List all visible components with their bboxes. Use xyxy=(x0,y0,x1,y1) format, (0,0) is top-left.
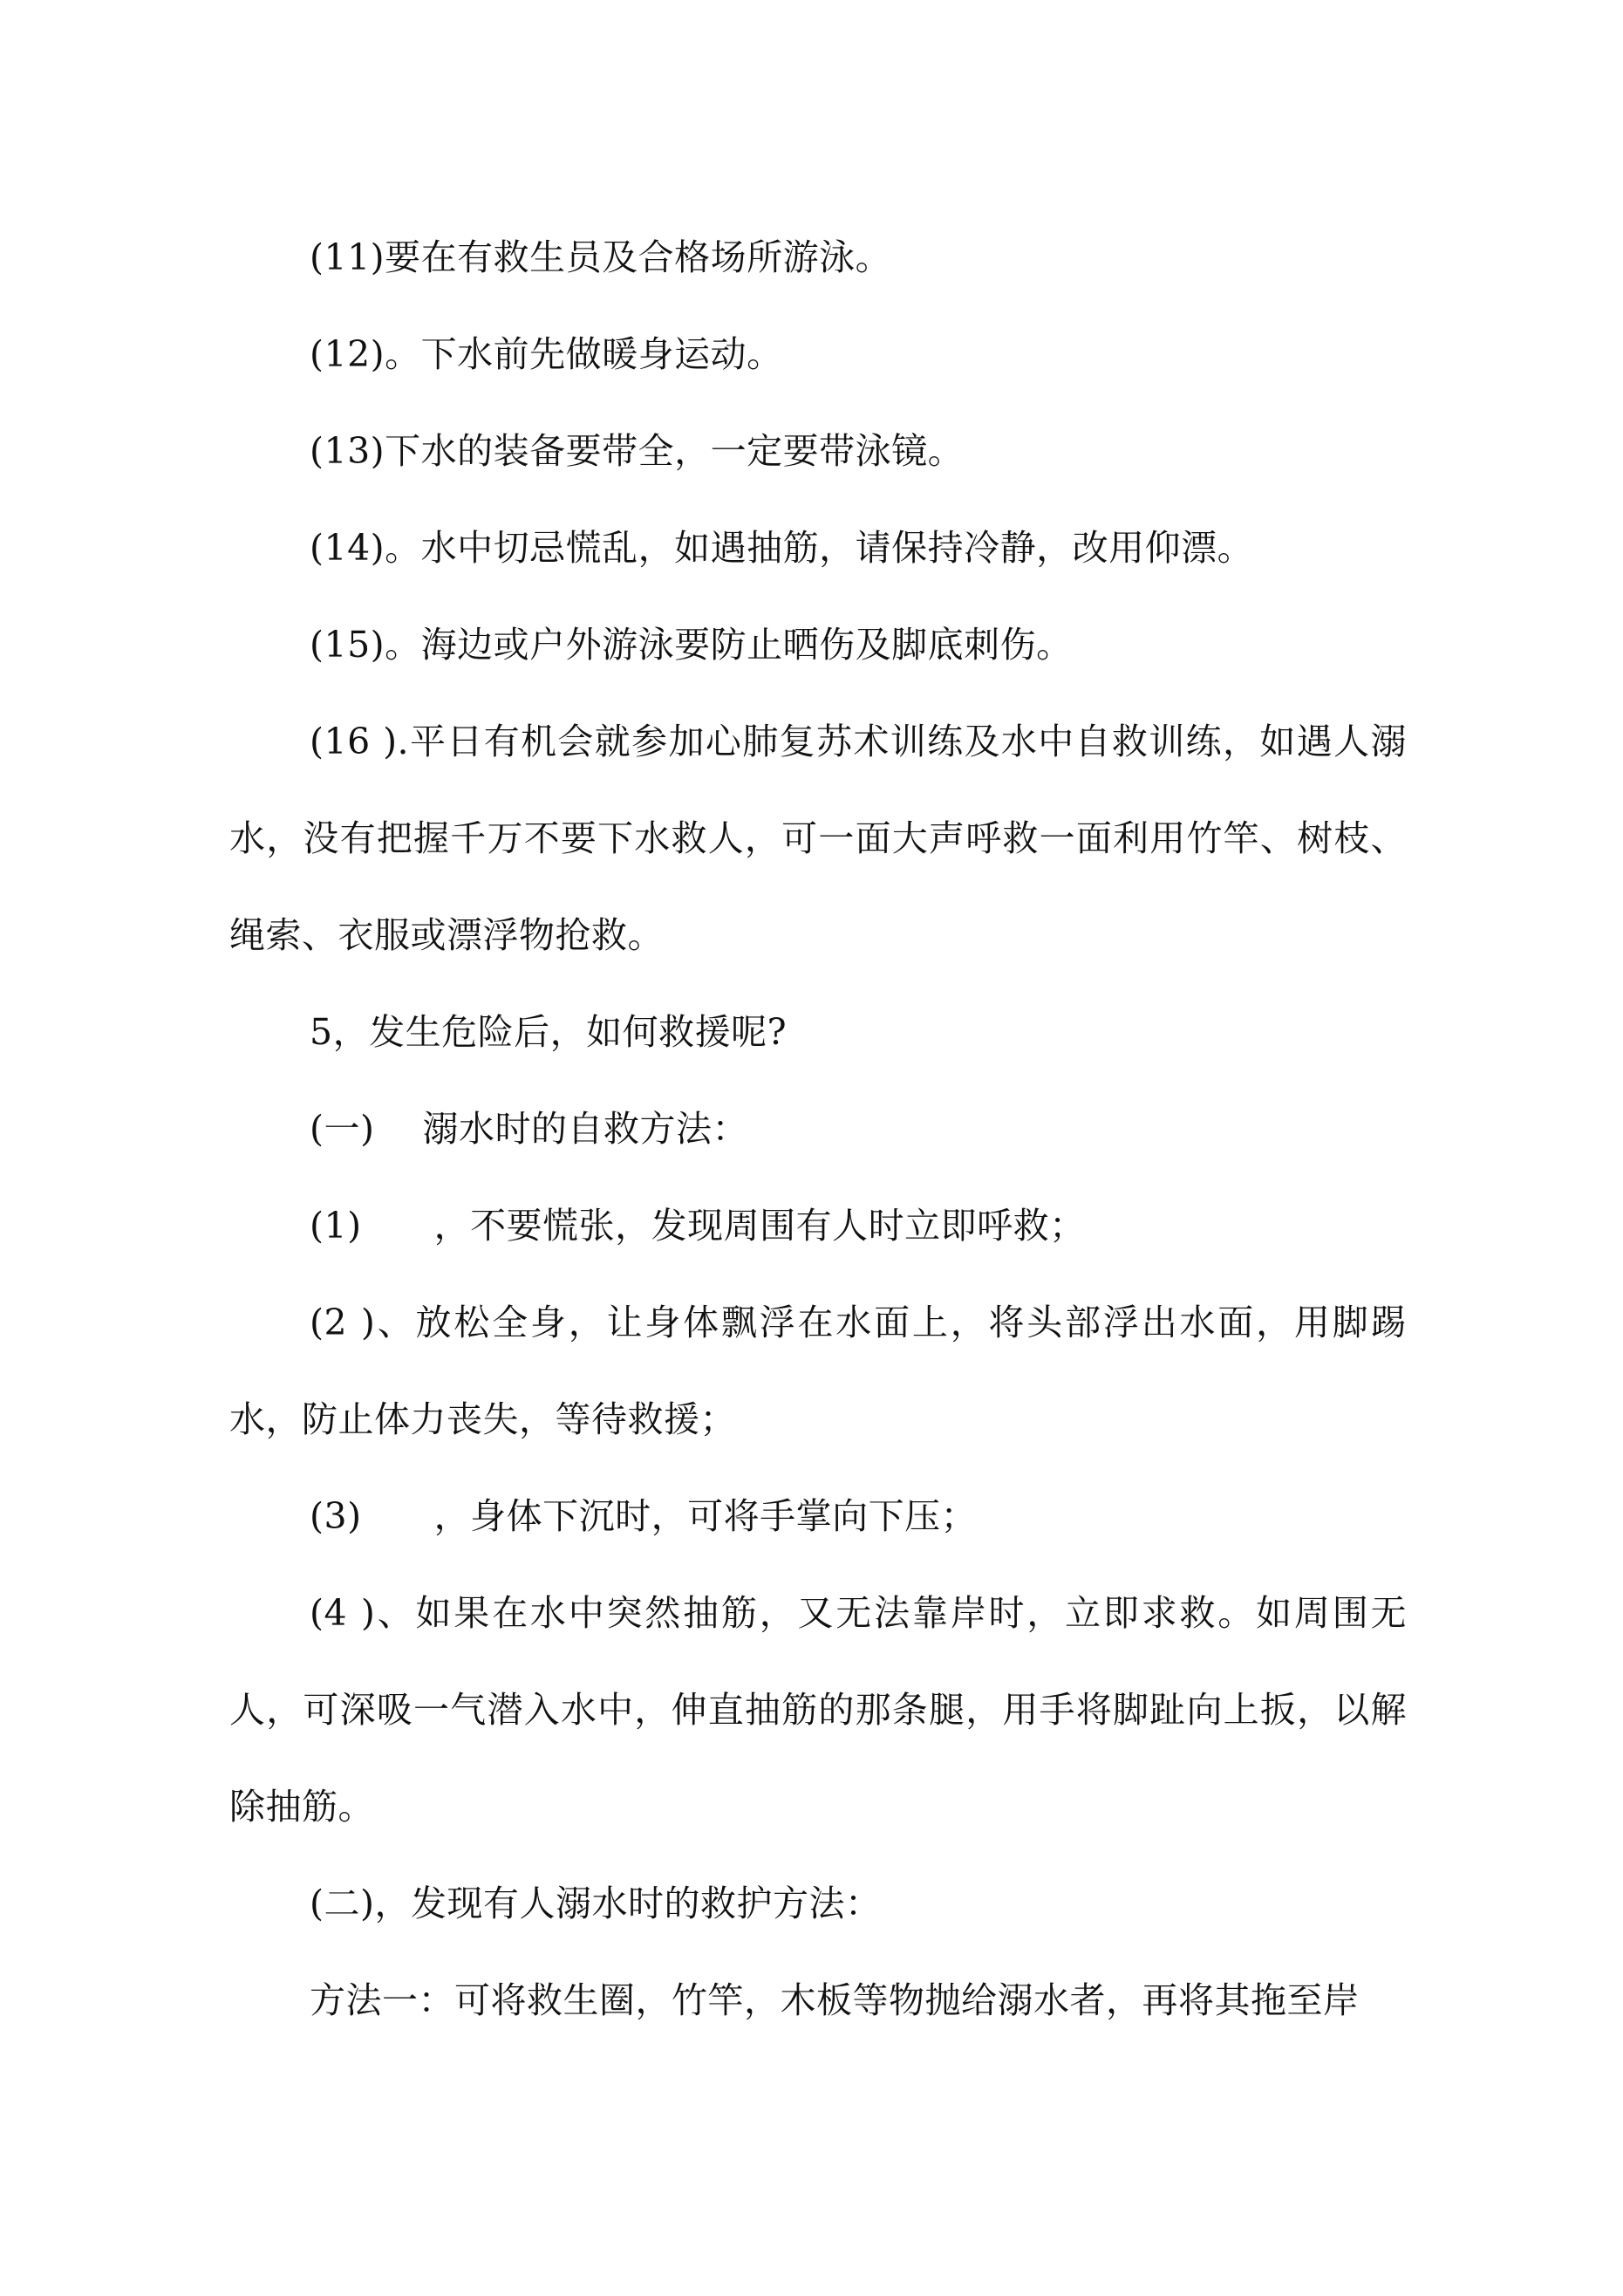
self-rescue-step-1: (1) ，不要慌张，发现周围有人时立即呼救； xyxy=(310,1205,1086,1247)
subheading-rescue-others: (二)，发现有人溺水时的救护方法： xyxy=(310,1883,882,1924)
rescue-method-1: 方法一：可将救生圈，竹竿，木板等物抛给溺水者，再将其拖至岸 xyxy=(310,1979,1360,2021)
subheading-self-rescue: (一) 溺水时的自救方法： xyxy=(310,1108,749,1150)
paragraph-12: (12)。下水前先做暖身运动。 xyxy=(310,333,783,375)
paragraph-16: (16 ).平日有机会就参加心肺复苏术训练及水中自救训练，如遇人溺水，没有把握千万不要下水救人，可一面大声呼救一面利用竹竿、树枝、绳索、衣服或漂浮物抢救。 xyxy=(229,721,1407,956)
section-heading-rescue: 5，发生危险后，如何救援呢? xyxy=(310,1011,788,1053)
paragraph-13: (13)下水的装备要带全，一定要带泳镜。 xyxy=(310,430,965,472)
document-body xyxy=(229,209,1407,2049)
paragraph-15: (15)。海边或户外游泳要防止晒伤及脚底刺伤。 xyxy=(310,624,1073,666)
self-rescue-step-2: (2 )、放松全身，让身体飘浮在水面上，将头部浮出水面，用脚踢水，防止体力丧失，等待救援； xyxy=(229,1302,1407,1440)
self-rescue-step-4: (4 )、如果在水中突然抽筋，又无法靠岸时，立即求救。如周围无人，可深吸一气潜入水中，伸直抽筋的那条腿，用手将脚趾向上扳，以解除抽筋。 xyxy=(229,1592,1407,1828)
self-rescue-step-3: (3) ，身体下沉时，可将手掌向下压； xyxy=(310,1495,978,1537)
paragraph-14: (14)。水中切忌慌乱，如遇抽筋，请保持冷静，改用仰漂。 xyxy=(310,527,1254,569)
paragraph-11: (11)要在有救生员及合格场所游泳。 xyxy=(310,236,892,278)
